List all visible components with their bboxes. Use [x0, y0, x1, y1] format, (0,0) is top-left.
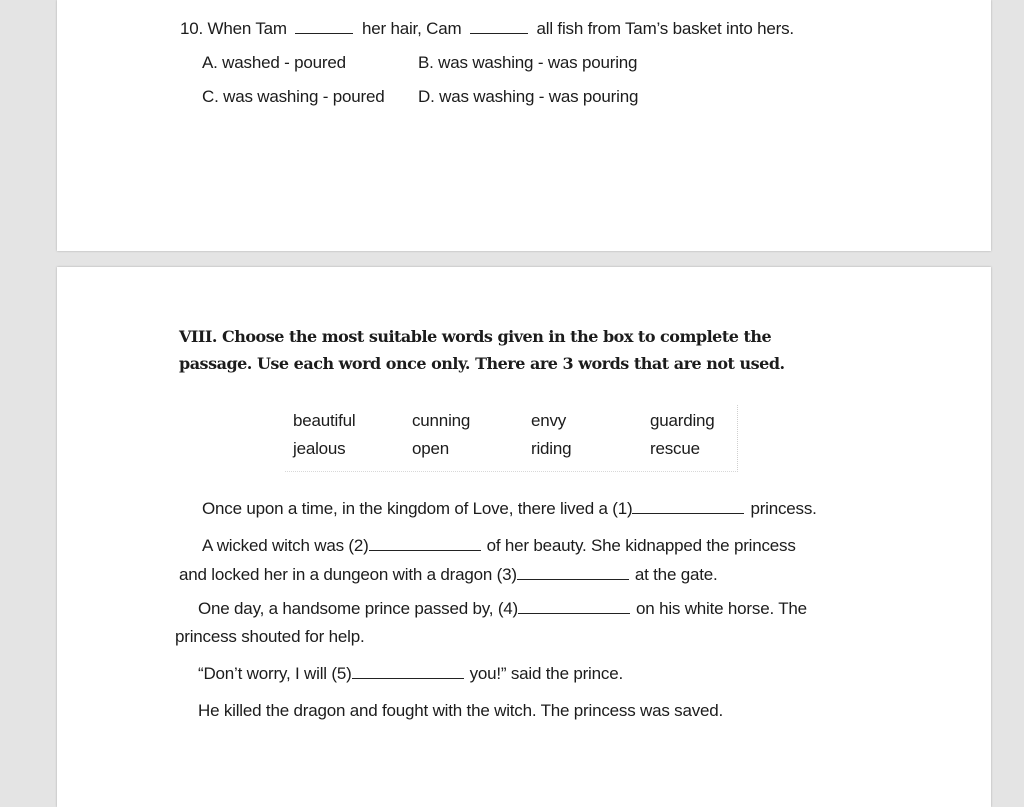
- question-10-part2: her hair, Cam: [361, 19, 462, 38]
- question-10-part3: all fish from Tam’s basket into hers.: [536, 19, 794, 38]
- word-item: open: [412, 439, 450, 458]
- section-heading: VIII. Choose the most suitable words given in the box to complete the passage. Use each word once only. There are 3 words that are not used.: [179, 327, 785, 373]
- passage-text: A wicked witch was (2): [202, 536, 369, 555]
- passage-line-6: [198, 664, 623, 684]
- passage-line-1: [202, 499, 817, 519]
- option-a: A. washed - poured: [202, 53, 346, 72]
- question-10: [180, 19, 794, 39]
- blank-5: [352, 664, 464, 679]
- question-10-blank-2: [470, 19, 528, 34]
- passage-text: Once upon a time, in the kingdom of Love, there lived a (1): [202, 499, 633, 518]
- option-d: D. was washing - was pouring: [418, 87, 639, 106]
- word-item: cunning: [412, 411, 471, 430]
- worksheet-page-bottom: [57, 267, 991, 807]
- question-10-blank-1: [295, 19, 353, 34]
- passage-text: and locked her in a dungeon with a dragon (3): [179, 565, 517, 584]
- blank-1: [632, 499, 744, 514]
- passage-text: you!” said the prince.: [469, 664, 623, 683]
- question-10-part1: 10. When Tam: [180, 19, 287, 38]
- word-item: rescue: [650, 439, 700, 458]
- passage-text: One day, a handsome prince passed by, (4): [198, 599, 519, 618]
- blank-3: [517, 565, 629, 580]
- blank-4: [518, 599, 630, 614]
- option-b: B. was washing - was pouring: [418, 53, 638, 72]
- word-item: jealous: [293, 439, 346, 458]
- passage-text: “Don’t worry, I will (5): [198, 664, 352, 683]
- option-c: C. was washing - poured: [202, 87, 385, 106]
- passage-line-5: princess shouted for help.: [175, 627, 365, 646]
- passage-line-7: He killed the dragon and fought with the witch. The princess was saved.: [198, 701, 724, 720]
- word-item: envy: [531, 411, 567, 430]
- passage-text: on his white horse. The: [636, 599, 807, 618]
- passage-line-4: [198, 599, 807, 619]
- word-item: riding: [531, 439, 572, 458]
- blank-2: [369, 536, 481, 551]
- passage-text: princess.: [750, 499, 817, 518]
- word-item: guarding: [650, 411, 715, 430]
- word-item: beautiful: [293, 411, 356, 430]
- passage-line-3: [179, 565, 718, 585]
- worksheet-page-top: [57, 0, 991, 251]
- word-box: [285, 405, 738, 472]
- passage-text: at the gate.: [634, 565, 718, 584]
- passage-line-2: [202, 536, 796, 556]
- passage-text: of her beauty. She kidnapped the princess: [486, 536, 796, 555]
